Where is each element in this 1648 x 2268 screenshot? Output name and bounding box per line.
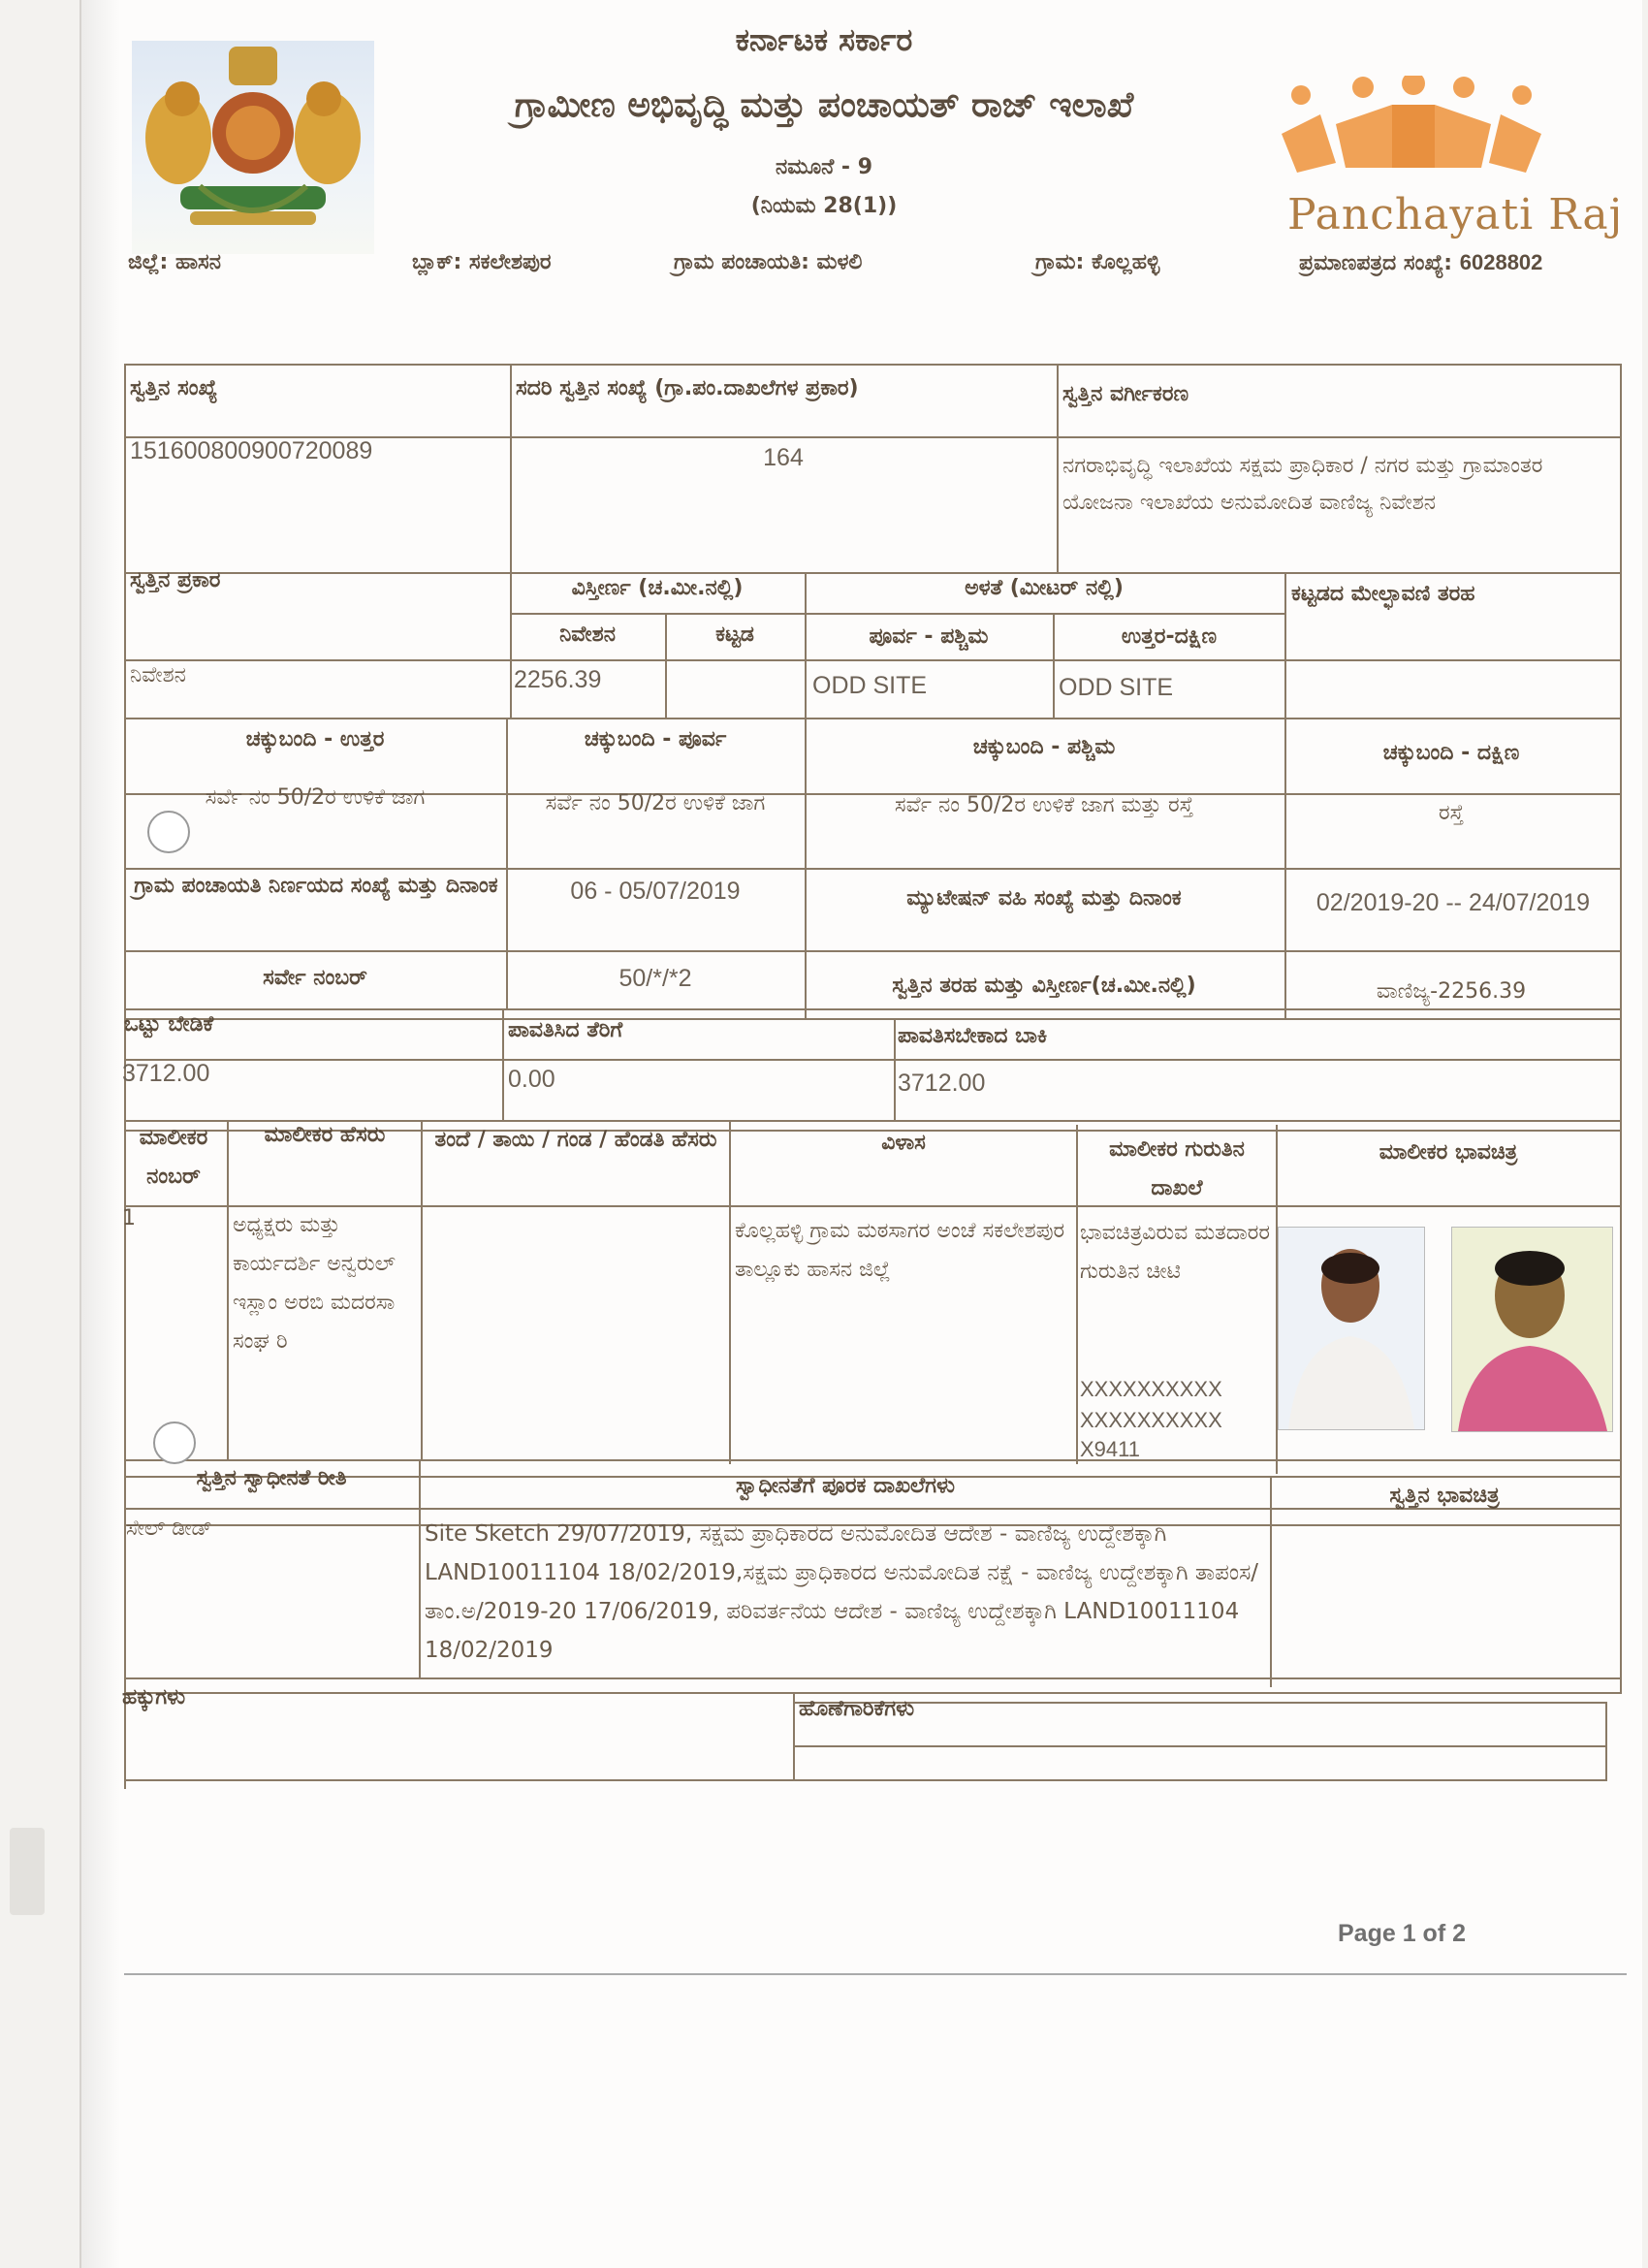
logo-text: Panchayati Raj — [1287, 190, 1624, 240]
district: ಜಿಲ್ಲೆ: ಹಾಸನ — [128, 250, 221, 274]
liabilities-label: ಹೊಣೆಗಾರಿಕೆಗಳು — [799, 1697, 915, 1721]
boundary-south-value: ರಸ್ತೆ — [1438, 801, 1465, 825]
tax-paid-value: 0.00 — [508, 1066, 555, 1093]
classification-value: ನಗರಾಭಿವೃದ್ಧಿ ಇಲಾಖೆಯ ಸಕ್ಷಮ ಪ್ರಾಧಿಕಾರ / ನಗರ ಮತ್ತು ಗ್ರಾಮಾಂತರ ಯೋಜನಾ ಇಲಾಖೆಯ ಅನುಮೋದಿತ ವಾಣಿಜ್ಯ ನಿವೇಶನ — [1062, 454, 1543, 515]
owner-id-no-1: XXXXXXXXXX — [1080, 1377, 1222, 1401]
area-label: ವಿಸ್ತೀರ್ಣ (ಚ.ಮೀ.ನಲ್ಲಿ) — [571, 576, 744, 600]
property-id-value: 151600800900720089 — [130, 437, 373, 464]
punch-hole — [153, 1421, 196, 1464]
owner-name-label: ಮಾಲೀಕರ ಹೆಸರು — [264, 1123, 386, 1147]
balance-due-label: ಪಾವತಿಸಬೇಕಾದ ಬಾಕಿ — [898, 1024, 1048, 1048]
boundary-south-label: ಚಕ್ಕುಬಂದಿ - ದಕ್ಷಿಣ — [1382, 741, 1520, 765]
punch-hole — [147, 811, 190, 853]
owner-no-value: 1 — [122, 1206, 136, 1230]
property-id-label: ಸ್ವತ್ತಿನ ಸಂಖ್ಯೆ — [130, 376, 218, 400]
form-number: ನಮೂನೆ - 9 — [775, 155, 873, 179]
balance-due-value: 3712.00 — [898, 1070, 986, 1097]
property-photo-label: ಸ್ವತ್ತಿನ ಭಾವಚಿತ್ರ — [1389, 1484, 1500, 1508]
area-site-value: 2256.39 — [514, 666, 602, 693]
boundary-north-value: ಸರ್ವೆ ನಂ 50/2ರ ಉಳಿಕೆ ಜಾಗ — [205, 785, 426, 810]
survey-no-label: ಸರ್ವೇ ನಂಬರ್ — [263, 966, 367, 990]
property-type-value: ನಿವೇಶನ — [130, 663, 186, 687]
roof-type-label: ಕಟ್ಟಡದ ಮೇಲ್ಛಾವಣಿ ತರಹ — [1291, 582, 1475, 606]
classification-label: ಸ್ವತ್ತಿನ ವರ್ಗೀಕರಣ — [1062, 382, 1189, 406]
owner-photo-1 — [1278, 1227, 1425, 1430]
property-type-label: ಸ್ವತ್ತಿನ ಪ್ರಕಾರ — [130, 568, 221, 592]
gp-resolution-value: 06 - 05/07/2019 — [570, 878, 741, 905]
gp-property-no-value: 164 — [763, 444, 804, 471]
mutation-label: ಮ್ಯುಟೇಷನ್ ವಹಿ ಸಂಖ್ಯೆ ಮತ್ತು ದಿನಾಂಕ — [906, 886, 1182, 910]
boundary-east-value: ಸರ್ವೆ ನಂ 50/2ರ ಉಳಿಕೆ ಜಾಗ — [545, 791, 766, 815]
dim-north-south-label: ಉತ್ತರ-ದಕ್ಷಿಣ — [1121, 624, 1218, 649]
usage-area-value: ವಾಣಿಜ್ಯ-2256.39 — [1376, 979, 1527, 1004]
dim-north-south-value: ODD SITE — [1059, 674, 1174, 701]
survey-no-value: 50/*/*2 — [618, 965, 692, 992]
owner-no-label: ಮಾಲೀಕರ ನಂಬರ್ — [139, 1126, 208, 1189]
boundary-north-label: ಚಕ್ಕುಬಂದಿ - ಉತ್ತರ — [245, 727, 385, 751]
state-govt-title: ಕರ್ನಾಟಕ ಸರ್ಕಾರ — [735, 21, 913, 58]
page-number: Page 1 of 2 — [1338, 1920, 1466, 1947]
tax-paid-label: ಪಾವತಿಸಿದ ತೆರಿಗೆ — [508, 1018, 623, 1042]
gp-resolution-label: ಗ್ರಾಮ ಪಂಚಾಯತಿ ನಿರ್ಣಯದ ಸಂಖ್ಯೆ ಮತ್ತು ದಿನಾಂಕ — [134, 874, 498, 898]
boundary-west-label: ಚಕ್ಕುಬಂದಿ - ಪಶ್ಚಿಮ — [972, 735, 1116, 759]
supporting-docs-value: Site Sketch 29/07/2019, ಸಕ್ಷಮ ಪ್ರಾಧಿಕಾರದ ಅನುಮೋದಿತ ಆದೇಶ - ವಾಣಿಜ್ಯ ಉದ್ದೇಶಕ್ಕಾಗಿ LAND10011104 18/02/2019,ಸಕ್ಷಮ ಪ್ರಾಧಿಕಾರದ ಅನುಮೋದಿತ ನಕ್ಷೆ - ವಾಣಿಜ್ಯ ಉದ್ದೇಶಕ್ಕಾಗಿ ತಾಪಂಸ/ತಾಂ.ಅ/2019-20 17/06/2019, ಪರಿವರ್ತನೆಯ ಆದೇಶ - ವಾಣಿಜ್ಯ ಉದ್ದೇಶಕ್ಕಾಗಿ LAND10011104 18/02/2019 — [425, 1521, 1259, 1663]
usage-area-label: ಸ್ವತ್ತಿನ ತರಹ ಮತ್ತು ವಿಸ್ತೀರ್ಣ(ಚ.ಮೀ.ನಲ್ಲಿ) — [892, 974, 1196, 998]
mutation-value: 02/2019-20 -- 24/07/2019 — [1315, 889, 1591, 916]
dim-east-west-value: ODD SITE — [812, 672, 928, 699]
address-label: ವಿಳಾಸ — [881, 1131, 926, 1155]
gram-panchayat: ಗ್ರಾಮ ಪಂಚಾಯತಿ: ಮಳಲಿ — [674, 250, 863, 274]
dimension-label: ಅಳತೆ (ಮೀಟರ್ ನಲ್ಲಿ) — [965, 576, 1124, 600]
owner-name-value: ಅಧ್ಯಕ್ಷರು ಮತ್ತು ಕಾರ್ಯದರ್ಶಿ ಅನ್ವರುಲ್ ಇಸ್ಲಾಂ ಅರಬಿ ಮದರಸಾ ಸಂಘ ರಿ — [233, 1213, 396, 1354]
transfer-mode-label: ಸ್ವತ್ತಿನ ಸ್ವಾಧೀನತೆ ರೀತಿ — [196, 1466, 347, 1490]
boundary-west-value: ಸರ್ವೆ ನಂ 50/2ರ ಉಳಿಕೆ ಜಾಗ ಮತ್ತು ರಸ್ತೆ — [894, 793, 1194, 817]
owner-id-no-3: X9411 — [1080, 1437, 1140, 1461]
relation-name-label: ತಂದೆ / ತಾಯಿ / ಗಂಡ / ಹೆಂಡತಿ ಹೆಸರು — [434, 1128, 717, 1152]
village: ಗ್ರಾಮ: ಕೊಲ್ಲಹಳ್ಳಿ — [1035, 250, 1160, 274]
rule-reference: (ನಿಯಮ 28(1)) — [750, 194, 898, 218]
total-demand-value: 3712.00 — [122, 1060, 210, 1087]
rights-label: ಹಕ್ಕುಗಳು — [122, 1685, 186, 1709]
karnataka-emblem — [132, 41, 374, 254]
owner-id-label: ಮಾಲೀಕರ ಗುರುತಿನ ದಾಖಲೆ — [1109, 1137, 1245, 1200]
certificate-value: 6028802 — [1459, 250, 1543, 274]
boundary-east-label: ಚಕ್ಕುಬಂದಿ - ಪೂರ್ವ — [584, 727, 727, 751]
total-demand-label: ಒಟ್ಟು ಬೇಡಿಕೆ — [124, 1012, 214, 1037]
certificate-label: ಪ್ರಮಾಣಪತ್ರದ ಸಂಖ್ಯೆ: — [1299, 251, 1453, 275]
owner-photo-label: ಮಾಲೀಕರ ಭಾವಚಿತ್ರ — [1379, 1140, 1518, 1165]
department-title: ಗ್ರಾಮೀಣ ಅಭಿವೃದ್ಧಿ ಮತ್ತು ಪಂಚಾಯತ್ ರಾಜ್ ಇಲಾಖೆ — [514, 85, 1134, 125]
owner-photo-2 — [1451, 1227, 1613, 1432]
block: ಬ್ಲಾಕ್: ಸಕಲೇಶಪುರ — [412, 250, 552, 274]
certificate-number — [1299, 250, 1542, 275]
area-building-label: ಕಟ್ಟಡ — [715, 623, 754, 647]
area-site-label: ನಿವೇಶನ — [559, 623, 616, 647]
scan-stain — [10, 1828, 45, 1915]
dim-east-west-label: ಪೂರ್ವ - ಪಶ್ಚಿಮ — [869, 624, 989, 649]
supporting-docs-label: ಸ್ವಾಧೀನತೆಗೆ ಪೂರಕ ದಾಖಲೆಗಳು — [735, 1474, 955, 1498]
owner-address-value: ಕೊಲ್ಲಹಳ್ಳಿ ಗ್ರಾಮ ಮಠಸಾಗರ ಅಂಚೆ ಸಕಲೇಶಪುರ ತಾಲ್ಲೂಕು ಹಾಸನ ಜಿಲ್ಲೆ — [735, 1219, 1065, 1282]
gp-property-no-label: ಸದರಿ ಸ್ವತ್ತಿನ ಸಂಖ್ಯೆ (ಗ್ರಾ.ಪಂ.ದಾಖಲೆಗಳ ಪ್ರಕಾರ) — [516, 376, 859, 400]
owner-id-doc-value: ಭಾವಚಿತ್ರವಿರುವ ಮತದಾರರ ಗುರುತಿನ ಚೀಟಿ — [1080, 1221, 1271, 1284]
owner-id-no-2: XXXXXXXXXX — [1080, 1408, 1222, 1432]
transfer-mode-value: ಸೇಲ್ ಡೀಡ್ — [126, 1517, 212, 1541]
